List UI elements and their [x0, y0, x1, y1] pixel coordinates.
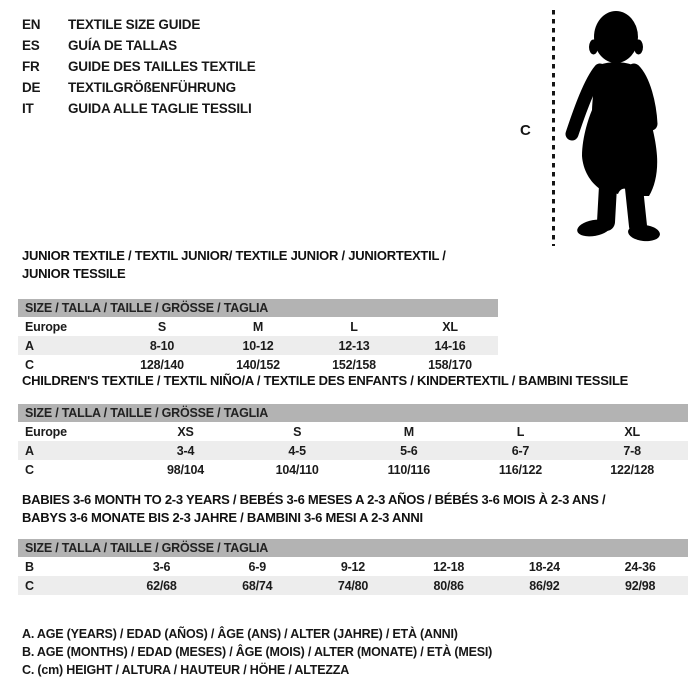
size-cell: 18-24	[528, 559, 560, 574]
size-cell: 5-6	[400, 443, 418, 458]
babies-size-table	[18, 539, 688, 595]
section-title-children: CHILDREN'S TEXTILE / TEXTIL NIÑO/A / TEXTILE DES ENFANTS / KINDERTEXTIL / BAMBINI TESSILE	[22, 373, 629, 388]
size-cell: 158/170	[428, 357, 472, 372]
measure-legend	[22, 625, 492, 679]
size-cell: 62/68	[146, 578, 177, 593]
size-cell: 110/116	[387, 462, 430, 477]
children-textile-section	[18, 372, 688, 479]
size-cell: 86/92	[529, 578, 560, 593]
section-title-babies: BABIES 3-6 MONTH TO 2-3 YEARS / BEBÉS 3-6 MESES A 2-3 AÑOS / BÉBÉS 3-6 MOIS À 2-3 ANS / BABYS 3-6 MONATE BIS 2-3 JAHRE / BAMBINI 3-6 MESI A 2-3 ANNI	[22, 492, 606, 525]
table-row	[18, 336, 498, 355]
size-cell: 9-12	[340, 559, 366, 574]
size-cell: 140/152	[236, 357, 280, 372]
row-label: Europe	[25, 319, 67, 334]
language-label: TEXTILGRÖßENFÜHRUNG	[68, 80, 236, 95]
size-cell: 80/86	[433, 578, 464, 593]
language-row-it	[22, 98, 256, 119]
row-label: C	[25, 462, 34, 477]
table-row	[18, 441, 688, 460]
table-row	[18, 317, 498, 336]
row-label: C	[25, 357, 34, 372]
size-cell: XL	[442, 319, 458, 334]
language-label: GUIDE DES TAILLES TEXTILE	[68, 59, 256, 74]
size-cell: 8-10	[149, 338, 175, 353]
size-cell: M	[403, 424, 414, 439]
language-code: IT	[22, 101, 34, 116]
language-label: GUÍA DE TALLAS	[68, 38, 177, 53]
size-table-header-bar: SIZE / TALLA / TAILLE / GRÖSSE / TAGLIA	[18, 539, 688, 557]
language-row-de	[22, 77, 256, 98]
size-cell: XS	[177, 424, 194, 439]
language-row-fr	[22, 56, 256, 77]
size-cell: 14-16	[434, 338, 466, 353]
size-cell: L	[516, 424, 525, 439]
size-cell: 74/80	[337, 578, 369, 593]
size-cell: 92/98	[624, 578, 656, 593]
size-cell: 116/122	[498, 462, 542, 477]
row-label: Europe	[25, 424, 67, 439]
junior-size-table	[18, 299, 498, 374]
babies-textile-section	[18, 491, 688, 595]
size-cell: L	[350, 319, 358, 334]
language-label: GUIDA ALLE TAGLIE TESSILI	[68, 101, 252, 116]
row-label: C	[25, 578, 34, 593]
size-cell: 6-9	[248, 559, 266, 574]
size-cell: 6-7	[511, 443, 530, 458]
size-cell: 7-8	[623, 443, 641, 458]
language-row-es	[22, 35, 256, 56]
table-row	[18, 460, 688, 479]
size-cell: 3-4	[176, 443, 195, 458]
language-list	[22, 14, 256, 119]
size-table-header-bar: SIZE / TALLA / TAILLE / GRÖSSE / TAGLIA	[18, 299, 498, 317]
table-row	[18, 422, 688, 441]
size-cell: 104/110	[275, 462, 319, 477]
size-cell: 68/74	[242, 578, 273, 593]
section-title-junior: JUNIOR TEXTILE / TEXTIL JUNIOR/ TEXTILE JUNIOR / JUNIORTEXTIL / JUNIOR TESSILE	[22, 248, 446, 281]
row-label: B	[25, 559, 34, 574]
size-cell: S	[157, 319, 167, 334]
toddler-silhouette-icon	[556, 6, 692, 244]
size-cell: 12-13	[338, 338, 370, 353]
language-code: DE	[22, 80, 41, 95]
language-code: ES	[22, 38, 40, 53]
size-cell: 4-5	[288, 443, 306, 458]
measure-c-label: C	[520, 122, 531, 139]
size-cell: 3-6	[152, 559, 171, 574]
row-label: A	[25, 338, 34, 353]
size-cell: XL	[624, 424, 640, 439]
language-code: EN	[22, 17, 41, 32]
legend-line-b: B. AGE (MONTHS) / EDAD (MESES) / ÂGE (MOIS) / ALTER (MONATE) / ETÀ (MESI)	[22, 645, 493, 659]
size-cell: 98/104	[166, 462, 204, 477]
height-measure-figure	[518, 6, 698, 248]
language-label: TEXTILE SIZE GUIDE	[68, 17, 201, 32]
size-cell: M	[252, 319, 264, 334]
height-measure-dotted-line	[552, 10, 555, 246]
junior-textile-section	[18, 247, 498, 374]
size-cell: 128/140	[140, 357, 184, 372]
language-row-en	[22, 14, 256, 35]
table-row	[18, 576, 688, 595]
legend-line-a: A. AGE (YEARS) / EDAD (AÑOS) / ÂGE (ANS) / ALTER (JAHRE) / ETÀ (ANNI)	[22, 627, 458, 641]
size-cell: 10-12	[242, 338, 274, 353]
row-label: A	[25, 443, 34, 458]
legend-line-c: C. (cm) HEIGHT / ALTURA / HAUTEUR / HÖHE / ALTEZZA	[22, 663, 350, 677]
size-cell: 24-36	[624, 559, 656, 574]
size-cell: 122/128	[610, 462, 655, 477]
size-cell: 152/158	[332, 357, 376, 372]
size-cell: 12-18	[433, 559, 465, 574]
table-row	[18, 557, 688, 576]
language-code: FR	[22, 59, 40, 74]
size-cell: S	[293, 424, 302, 439]
size-table-header-bar: SIZE / TALLA / TAILLE / GRÖSSE / TAGLIA	[18, 404, 688, 422]
children-size-table	[18, 404, 688, 479]
